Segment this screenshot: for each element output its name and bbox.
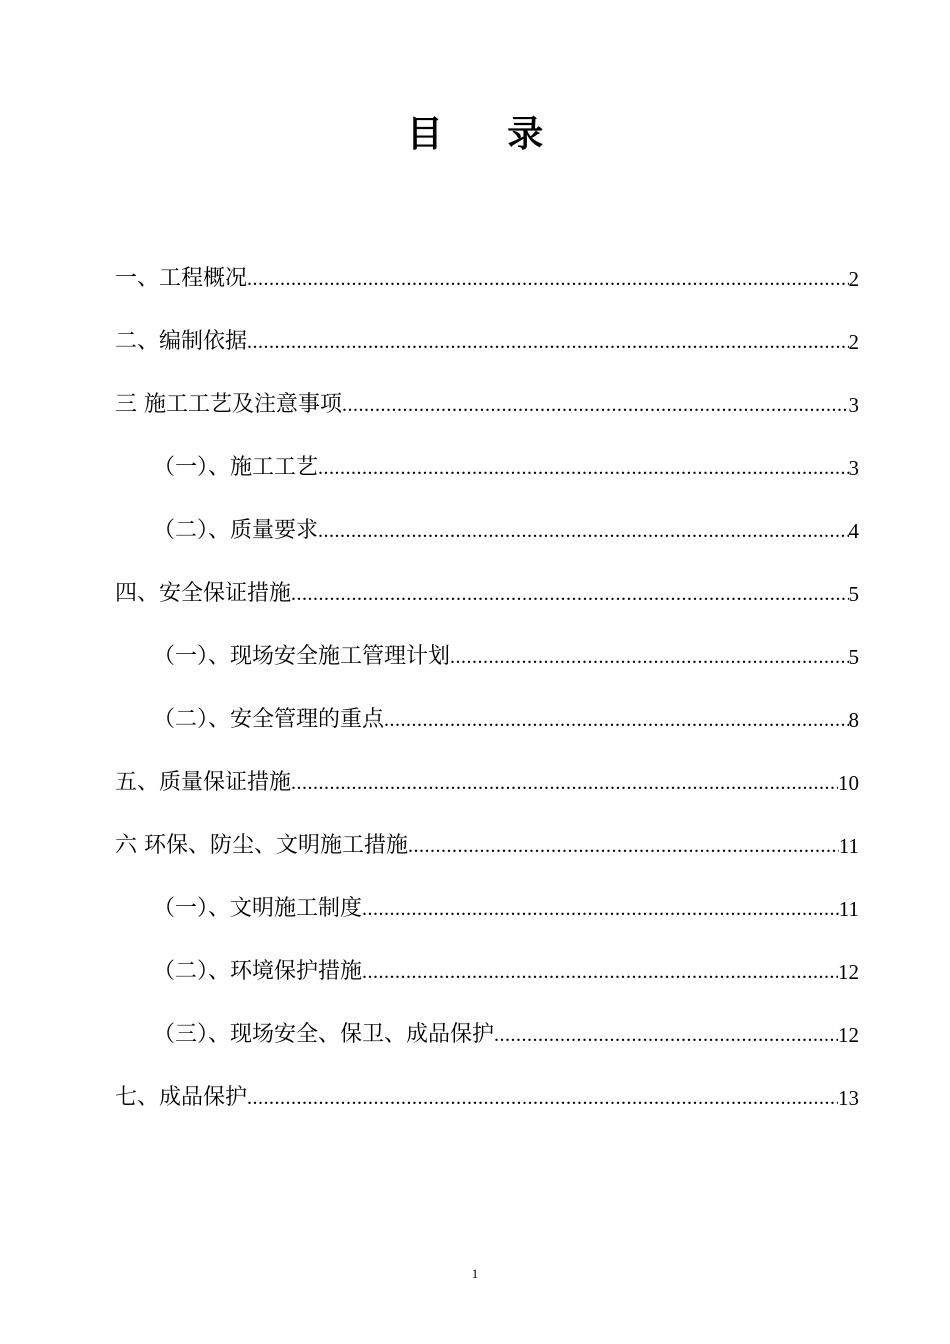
toc-entry-page: 3 xyxy=(848,456,859,480)
toc-entry[interactable] xyxy=(153,1004,859,1050)
toc-entry-page: 2 xyxy=(848,267,859,291)
toc-entry-label: 三 施工工艺及注意事项 xyxy=(115,392,342,417)
toc-dot-leader xyxy=(247,266,848,292)
toc-dot-leader xyxy=(247,329,848,355)
toc-entry-page: 10 xyxy=(838,771,859,795)
toc-entry-page: 13 xyxy=(838,1086,859,1110)
toc-entry[interactable] xyxy=(153,878,859,924)
toc-entry-label: 七、成品保护 xyxy=(115,1085,248,1110)
toc-entry-page: 5 xyxy=(848,645,859,669)
toc-dot-leader xyxy=(362,959,838,985)
toc-entry[interactable] xyxy=(115,563,859,609)
toc-entry-label: （一）、现场安全施工管理计划 xyxy=(153,644,451,669)
toc-entry-page: 2 xyxy=(848,330,859,354)
toc-entry-label: 二、编制依据 xyxy=(115,329,248,354)
toc-entry-page: 8 xyxy=(848,708,859,732)
toc-entry[interactable] xyxy=(153,689,859,735)
toc-dot-leader xyxy=(384,707,848,733)
toc-entry-page: 3 xyxy=(848,393,859,417)
toc-entry-label: 一、工程概况 xyxy=(115,266,248,291)
toc-entry[interactable] xyxy=(153,437,859,483)
toc-entry[interactable] xyxy=(153,941,859,987)
toc-entry[interactable] xyxy=(115,374,859,420)
toc-entry-page: 12 xyxy=(838,960,859,984)
toc-entry[interactable] xyxy=(115,1067,859,1113)
toc-entry-label: 六 环保、防尘、文明施工措施 xyxy=(115,833,408,858)
toc-entry-label: （二）、安全管理的重点 xyxy=(153,707,385,732)
toc-entry-label: （二）、环境保护措施 xyxy=(153,959,363,984)
toc-entry-label: 四、安全保证措施 xyxy=(115,581,292,606)
toc-entry-label: （一）、施工工艺 xyxy=(153,455,319,480)
toc-entry-page: 11 xyxy=(838,834,859,858)
toc-entry[interactable] xyxy=(115,248,859,294)
toc-dot-leader xyxy=(247,1085,838,1111)
toc-dot-leader xyxy=(318,455,848,481)
toc-entry-page: 12 xyxy=(838,1023,859,1047)
toc-dot-leader xyxy=(318,518,848,544)
toc-entry-page: 5 xyxy=(848,582,859,606)
toc-entry[interactable] xyxy=(153,500,859,546)
toc-dot-leader xyxy=(342,392,849,418)
toc-entry-page: 4 xyxy=(848,519,859,543)
toc-entry[interactable] xyxy=(153,626,859,672)
toc-entry-label: （三）、现场安全、保卫、成品保护 xyxy=(153,1022,495,1047)
toc-entry-label: 五、质量保证措施 xyxy=(115,770,292,795)
toc-entry[interactable] xyxy=(115,752,859,798)
toc-dot-leader xyxy=(291,581,848,607)
toc-entry-label: （一）、文明施工制度 xyxy=(153,896,363,921)
toc-dot-leader xyxy=(291,770,838,796)
toc-entry[interactable] xyxy=(115,815,859,861)
toc-title: 目 录 xyxy=(406,113,570,155)
toc-entry-page: 11 xyxy=(838,897,859,921)
toc-dot-leader xyxy=(450,644,848,670)
toc-dot-leader xyxy=(408,833,839,859)
toc-entry[interactable] xyxy=(115,311,859,357)
page-number: 1 xyxy=(471,1266,479,1281)
toc-dot-leader xyxy=(494,1022,838,1048)
toc-dot-leader xyxy=(362,896,839,922)
toc-entry-label: （二）、质量要求 xyxy=(153,518,319,543)
